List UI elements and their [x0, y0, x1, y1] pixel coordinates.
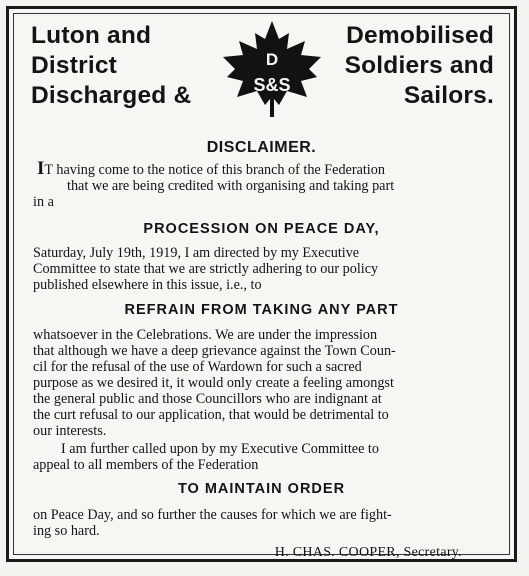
para2-line-3: published elsewhere in this issue, i.e., to — [33, 277, 262, 293]
paragraph-4 — [33, 441, 498, 473]
header-left-line-1: Luton and — [31, 22, 152, 49]
header-left-line-2: District — [31, 52, 118, 79]
para5-line-1: on Peace Day, and so further the causes for which we are fight- — [33, 507, 392, 523]
drop-cap: I — [37, 158, 45, 179]
maple-leaf-emblem-icon — [217, 19, 327, 119]
intro-line-3: in a — [33, 194, 54, 210]
heading-procession: PROCESSION ON PEACE DAY, — [143, 221, 380, 237]
para2-line-2: Committee to state that we are strictly adhering to our policy — [33, 261, 379, 277]
para3-line-4: purpose as we desired it, it would only create a feeling amongst — [33, 375, 394, 391]
header-right-line-2: Soldiers and — [344, 52, 494, 79]
header-right-line-3: Sailors. — [403, 82, 494, 109]
header-left — [31, 21, 191, 111]
emblem-bottom-text: S&S — [253, 75, 291, 95]
para3-line-2: that although we have a deep grievance against the Town Coun- — [33, 343, 396, 359]
para3-line-5: the general public and those Councillors who are indignant at — [33, 391, 382, 407]
para4-line-1: I am further called upon by my Executive Committee to — [61, 441, 379, 457]
para5-line-2: ing so hard. — [33, 523, 100, 539]
para3-line-6: the curt refusal to our application, that would be detrimental to — [33, 407, 389, 423]
intro-line-2: that we are being credited with organising and taking part — [67, 178, 395, 194]
para4-line-2: appeal to all members of the Federation — [33, 457, 259, 473]
heading-maintain-order: TO MAINTAIN ORDER — [177, 481, 346, 497]
emblem-top-text: D — [265, 50, 279, 69]
para3-line-1: whatsoever in the Celebrations. We are under the impression — [33, 327, 378, 343]
intro-line-1: T having come to the notice of this branch of the Federation — [44, 162, 385, 178]
signature: H. CHAS. COOPER, Secretary. — [274, 545, 462, 560]
paragraph-2 — [33, 245, 498, 293]
header-right — [345, 21, 494, 111]
para3-line-7: our interests. — [33, 423, 107, 439]
para2-line-1: Saturday, July 19th, 1919, I am directed by my Executive — [33, 245, 360, 261]
newspaper-notice — [6, 6, 517, 562]
heading-refrain: REFRAIN FROM TAKING ANY PART — [124, 302, 399, 318]
para3-line-3: cil for the refusal of the use of Wardown for such a sacred — [33, 359, 362, 375]
paragraph-3 — [33, 327, 498, 439]
header-left-line-3: Discharged & — [31, 82, 192, 109]
intro-paragraph — [33, 158, 498, 210]
header-right-line-1: Demobilised — [346, 22, 494, 49]
paragraph-5 — [33, 507, 498, 539]
disclaimer-title: DISCLAIMER. — [206, 139, 317, 156]
